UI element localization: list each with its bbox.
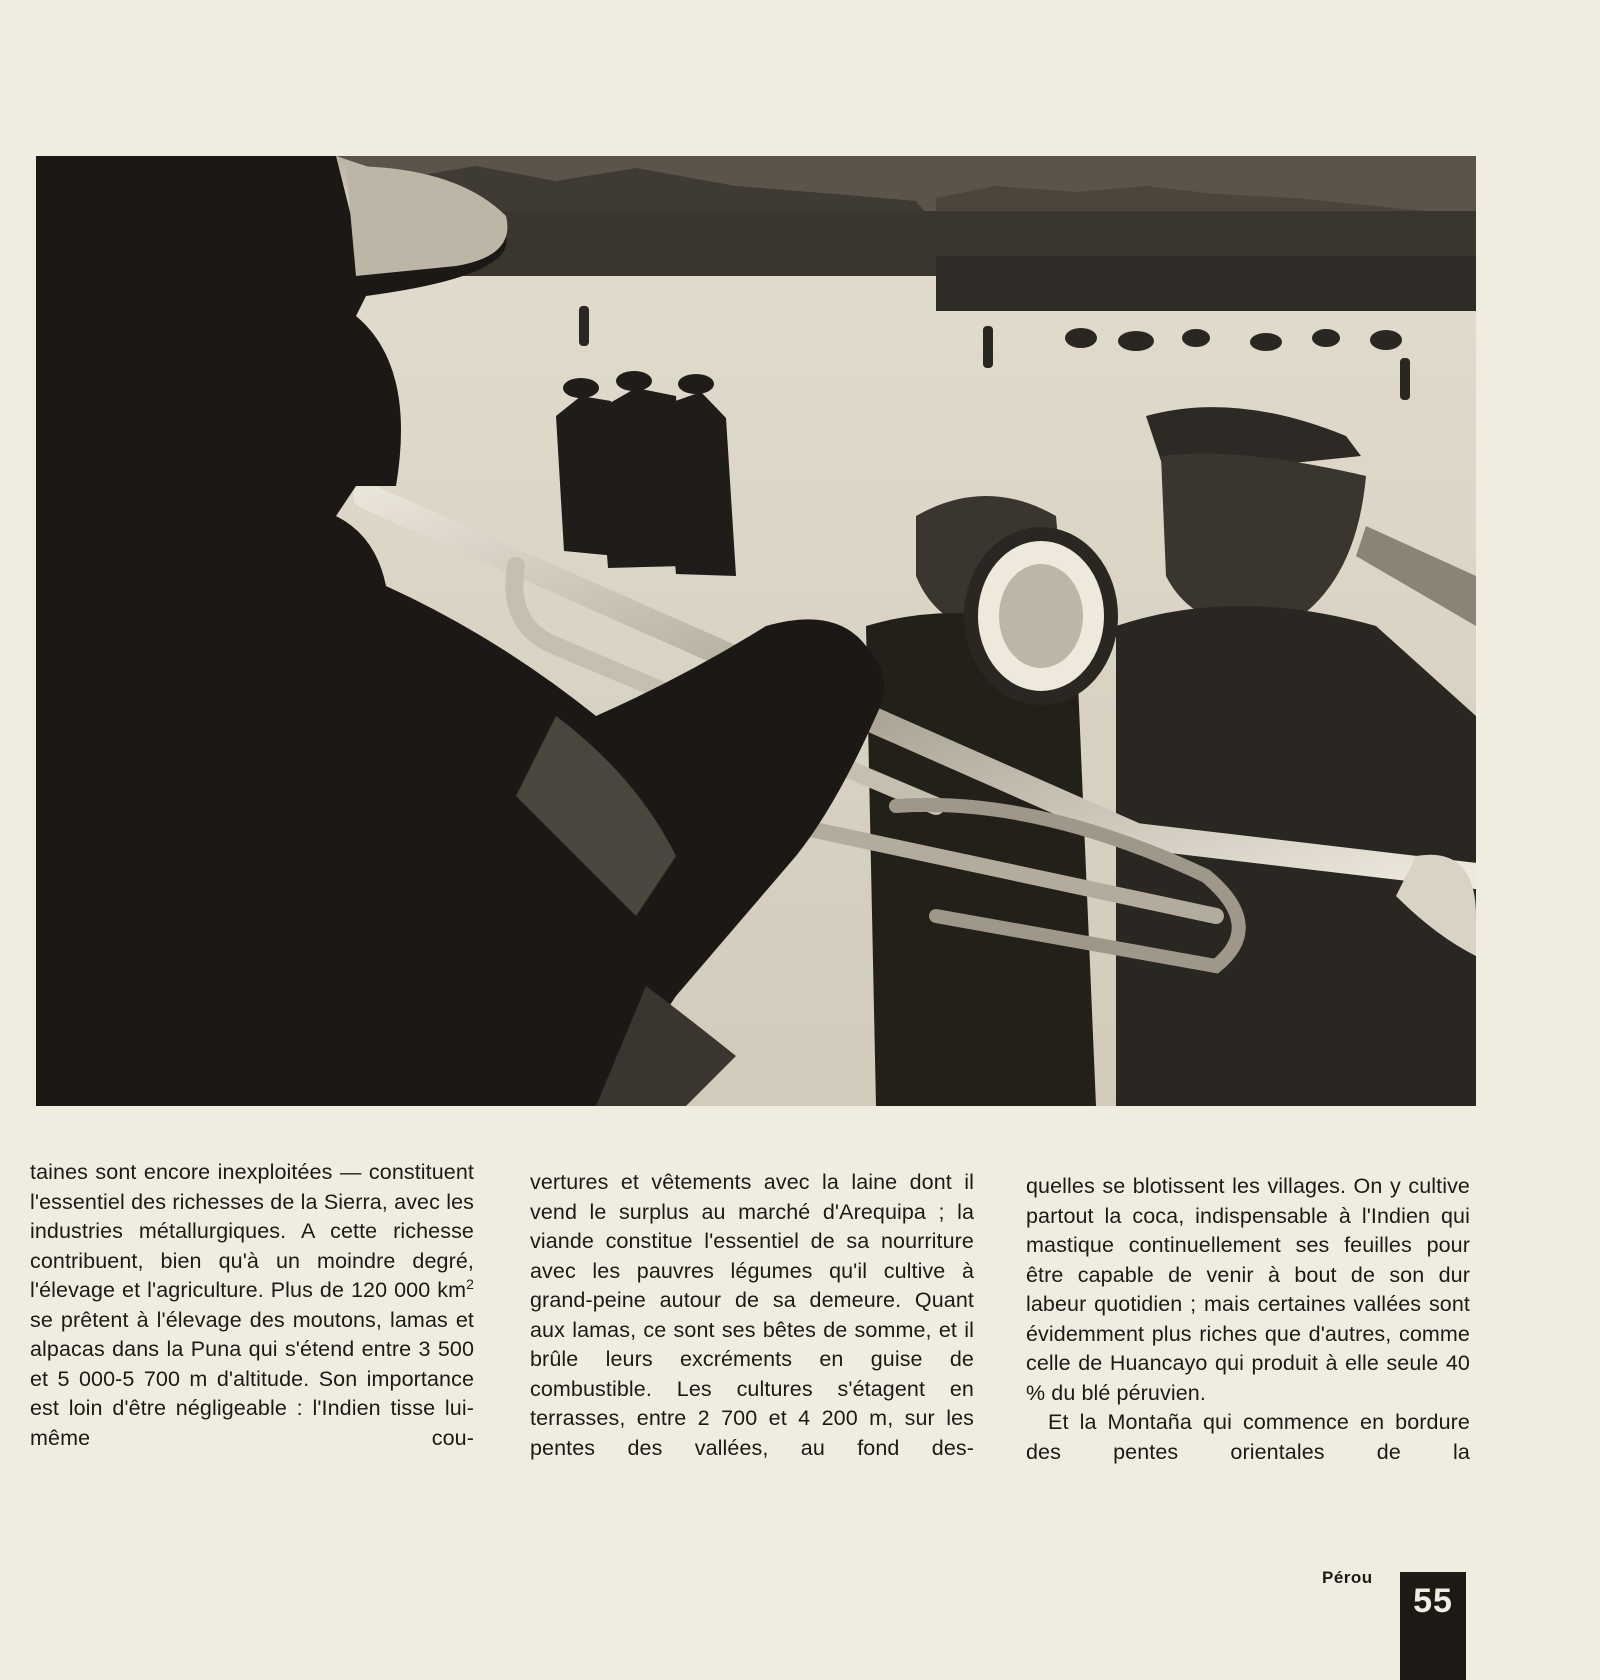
photo-illustration — [36, 156, 1476, 1106]
article-column-3 — [1026, 1172, 1470, 1467]
text-run: se prêtent à l'élevage des moutons, lamas et alpacas dans la Puna qui s'étend entre 3 500 et 5 000-5 700 m d'altitude. Son importance est loin d'être négligeable : l'Indien tisse lui-même cou- — [30, 1307, 474, 1450]
superscript: 2 — [466, 1275, 474, 1292]
paragraph: quelles se blotissent les villages. On y cultive partout la coca, indispensable à l'Indien qui mastique continuellement ses feuilles pour être capable de venir à bout de son dur labeur quotidien ; mais certaines vallées sont évidemment plus riches que d'autres, comme celle de Huancayo qui produit à elle seule 40 % du blé péruvien. — [1026, 1174, 1470, 1405]
article-column-2 — [530, 1168, 974, 1463]
photo-trumpet-players-andean-plaza — [36, 156, 1476, 1106]
paragraph — [30, 1158, 474, 1453]
paragraph: vertures et vêtements avec la laine dont il vend le surplus au marché d'Arequipa ; la viande constitue l'essentiel de sa nourriture avec les pauvres légumes qu'il cultive à grand-peine autour de sa demeure. Quant aux lamas, ce sont ses bêtes de somme, et il brûle leurs excréments en guise de combustible. Les cultures s'étagent en terrasses, entre 2 700 et 4 200 m, sur les pentes des vallées, au fond des- — [530, 1170, 974, 1460]
article-column-1 — [30, 1158, 474, 1453]
paragraph: Et la Montaña qui commence en bordure des pentes orientales de la — [1026, 1410, 1470, 1464]
text-run: taines sont encore inexploitées — constituent l'essentiel des richesses de la Sierra, avec les industries métallurgiques. A cette richesse contribuent, bien qu'à un moindre degré, l'élevage et l'agriculture. Plus de 120 000 km — [30, 1160, 474, 1302]
section-label: Pérou — [1322, 1568, 1373, 1587]
page-number: 55 — [1400, 1572, 1466, 1680]
